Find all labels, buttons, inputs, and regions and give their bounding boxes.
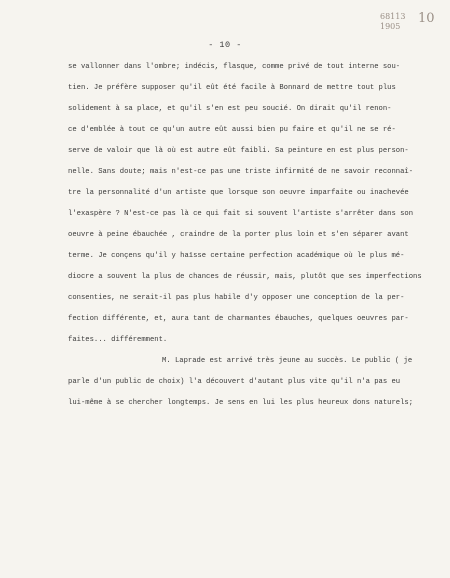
text-line: consenties, ne serait-il pas plus habile d'y opposer une conception de la per- <box>68 294 405 302</box>
text-line: solidement à sa place, et qu'il s'en est peu soucié. On dirait qu'il renon- <box>68 105 392 113</box>
text-line: lui-même à se chercher longtemps. Je sens en lui les plus heureux dons naturels; <box>68 399 414 407</box>
text-line: serve de valoir que là où est autre eût faibli. Sa peinture en est plus person- <box>68 147 409 155</box>
text-line: tre la personnalité d'un artiste que lorsque son oeuvre imparfaite ou inachevée <box>68 189 409 197</box>
text-line: terme. Je conçens qu'il y haïsse certaine perfection académique où le plus mé- <box>68 252 405 260</box>
text-line: diocre a souvent la plus de chances de réussir, mais, plutôt que ses imperfections <box>68 273 422 281</box>
text-line: nelle. Sans doute; mais n'est-ce pas une triste infirmité de ne savoir reconnaî- <box>68 168 414 176</box>
text-line: l'exaspère ? N'est-ce pas là ce qui fait si souvent l'artiste s'arrêter dans son <box>68 210 414 218</box>
page-number: - 10 - <box>208 40 242 50</box>
text-line: ce d'emblée à tout ce qu'un autre eût aussi bien pu faire et qu'il ne se ré- <box>68 126 396 134</box>
text-line: se vallonner dans l'ombre; indécis, flasque, comme privé de tout interne sou- <box>68 63 401 71</box>
text-line: fection différente, et, aura tant de charmantes ébauches, quelques oeuvres par- <box>68 315 409 323</box>
handwritten-annotation-year: 1905 <box>380 22 401 31</box>
text-line: oeuvre à peine ébauchée , craindre de la porter plus loin et s'en séparer avant <box>68 231 409 239</box>
text-line: tien. Je préfère supposer qu'il eût été facile à Bonnard de mettre tout plus <box>68 84 396 92</box>
text-line: faites... différemment. <box>68 336 168 344</box>
handwritten-annotation-number: 68113 <box>380 12 406 21</box>
text-line: M. Laprade est arrivé très jeune au succès. Le public ( je <box>162 357 413 365</box>
text-line: parle d'un public de choix) l'a découvert d'autant plus vite qu'il n'a pas eu <box>68 378 401 386</box>
handwritten-annotation-page: 10 <box>418 11 435 26</box>
